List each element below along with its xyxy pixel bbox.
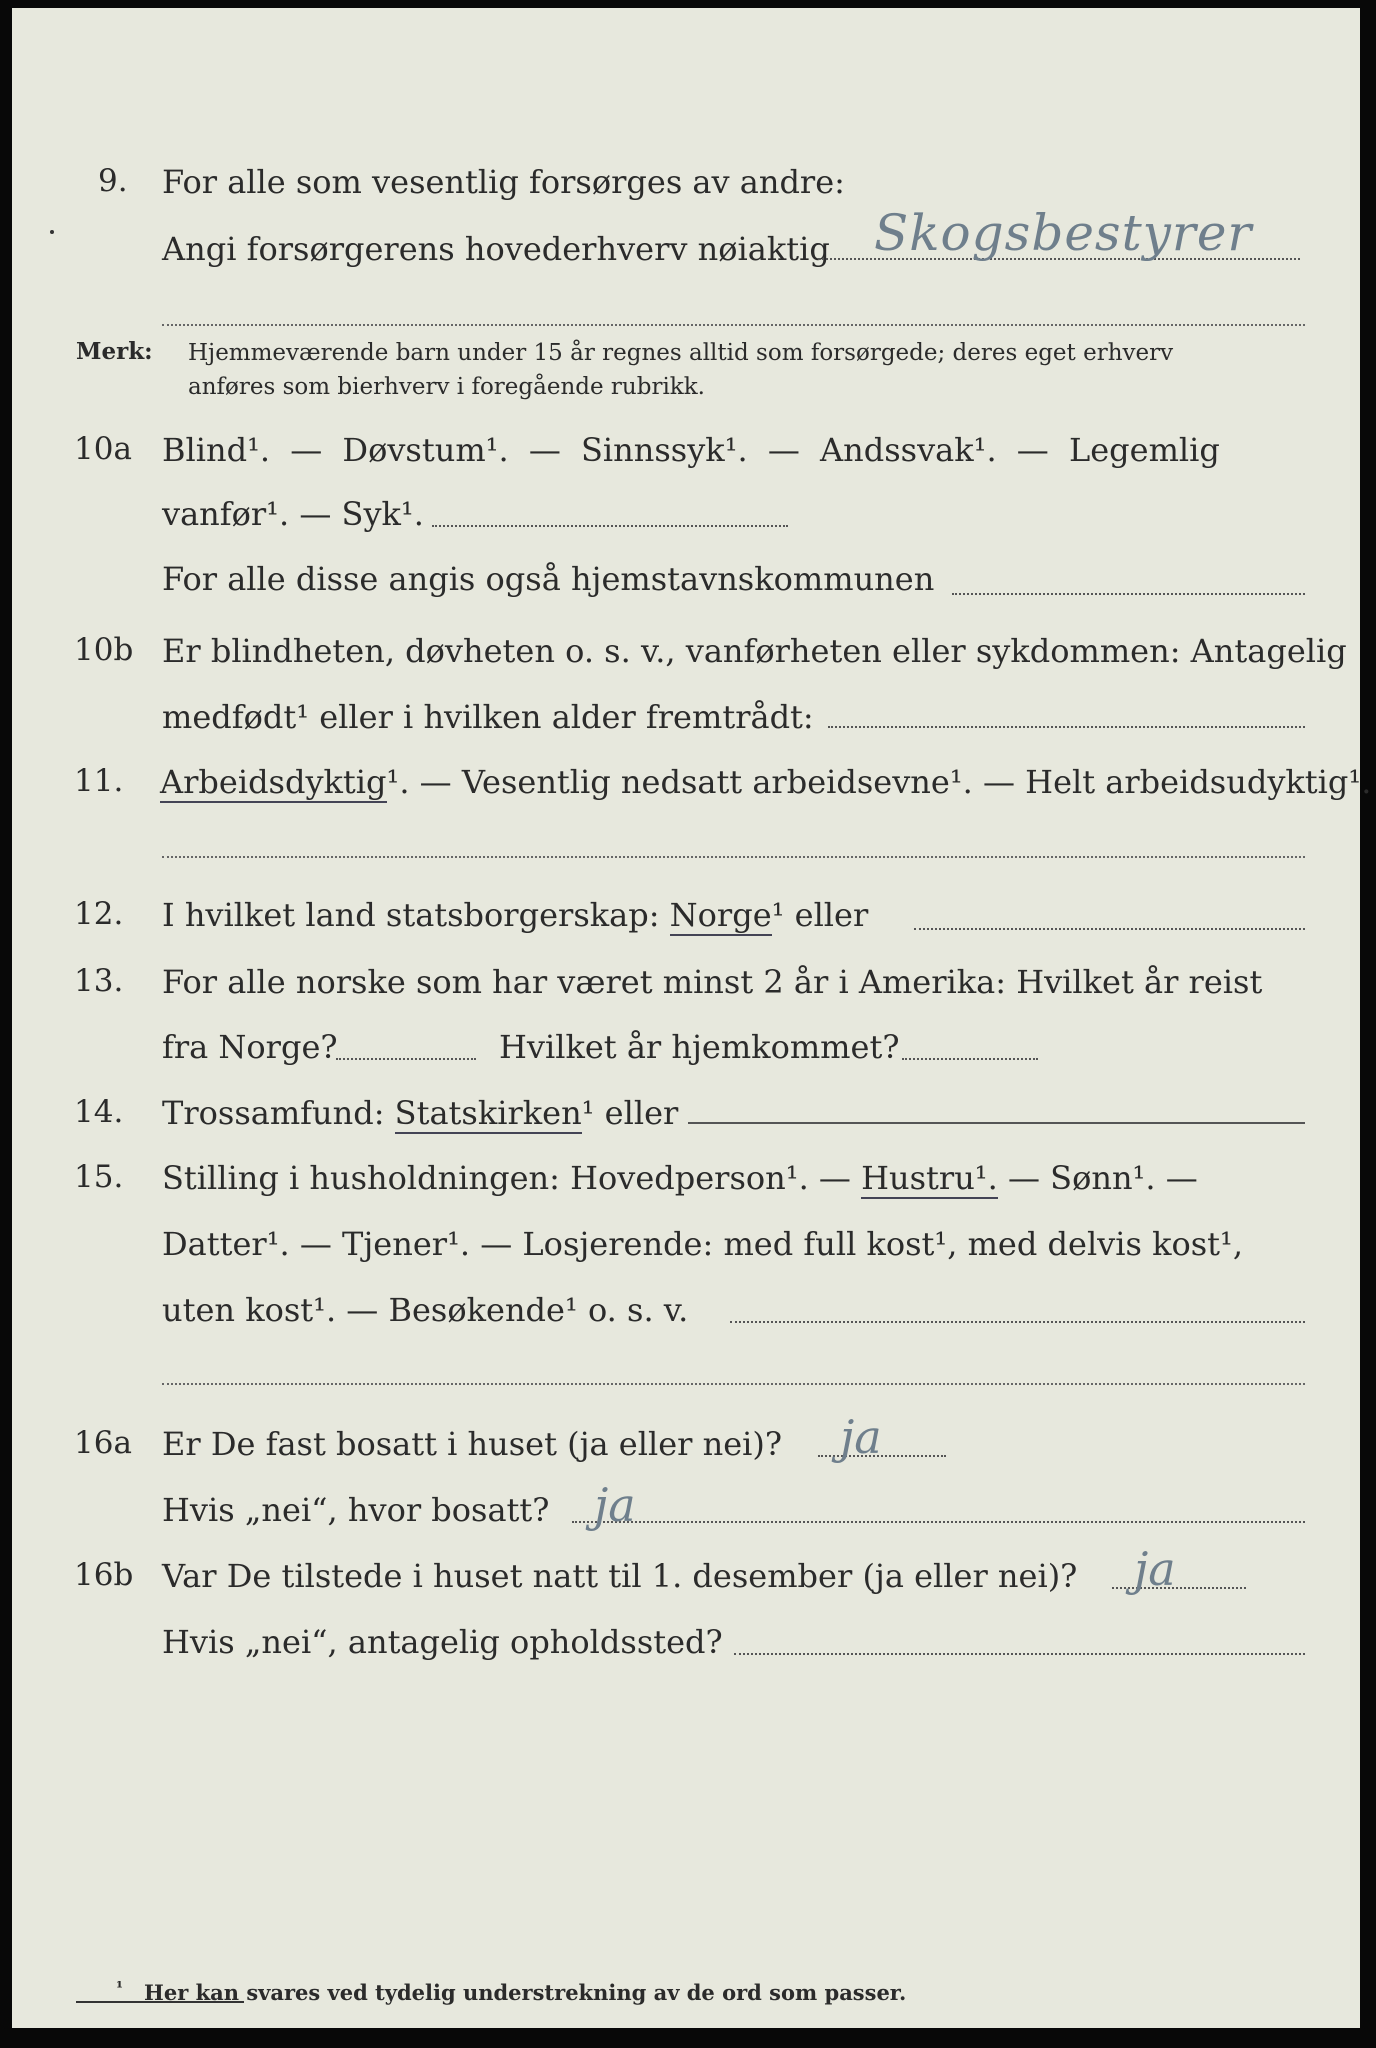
item-16a-line-1: Er De fast bosatt i huset (ja eller nei)? xyxy=(162,1425,783,1463)
footnote-text: Her kan svares ved tydelig understrekning av de ord som passer. xyxy=(144,1980,907,2005)
item-15-text-b: — Sønn¹. — xyxy=(1007,1159,1198,1197)
item-16a-number: 16a xyxy=(74,1425,132,1461)
item-16b-number: 16b xyxy=(74,1557,134,1593)
item-9-prompt: Angi forsørgerens hovederhverv nøiaktig xyxy=(162,230,830,268)
item-14-answer-line xyxy=(688,1122,1305,1124)
item-14-number: 14. xyxy=(74,1094,124,1130)
item-15-selected-option: Hustru¹. xyxy=(861,1159,998,1197)
item-16b-line-2: Hvis „nei“, antagelig opholdssted? xyxy=(162,1623,723,1661)
item-13-line-1: For alle norske som har været minst 2 år i Amerika: Hvilket år reist xyxy=(162,963,1263,1001)
item-10a-syk-line xyxy=(432,525,788,527)
item-15-line-1 xyxy=(162,1159,1198,1197)
census-form-page xyxy=(12,8,1372,2028)
item-14-line xyxy=(162,1094,678,1132)
item-10b-number: 10b xyxy=(74,632,134,668)
item-14-selected-option: Statskirken xyxy=(394,1094,582,1132)
item-15-answer-line xyxy=(730,1321,1305,1323)
item-15-number: 15. xyxy=(74,1159,124,1195)
merk-line-1: Hjemmeværende barn under 15 år regnes alltid som forsørgede; deres eget erhverv xyxy=(188,340,1174,366)
merk-line-2: anføres som bierhverv i foregående rubrikk. xyxy=(188,374,705,400)
item-10a-line-3: For alle disse angis også hjemstavnskommunen xyxy=(162,560,935,598)
item-16a-handwritten-answer-1: ja xyxy=(840,1410,882,1464)
item-16a-line-2: Hvis „nei“, hvor bosatt? xyxy=(162,1491,550,1529)
merk-label: Merk: xyxy=(76,338,153,365)
item-10a-number: 10a xyxy=(74,431,132,467)
item-9-number: 9. xyxy=(98,163,128,199)
item-16b-opholdssted-line xyxy=(734,1653,1305,1655)
item-13-number: 13. xyxy=(74,963,124,999)
item-12-question: I hvilket land statsborgerskap: xyxy=(162,896,660,934)
item-15-line-2: Datter¹. — Tjener¹. — Losjerende: med full kost¹, med delvis kost¹, xyxy=(162,1225,1244,1263)
item-16a-answer-line-2 xyxy=(572,1521,1305,1523)
item-12-answer-line xyxy=(914,928,1305,930)
footnote-mark: ¹ xyxy=(116,1978,124,1997)
item-10a-kommune-line xyxy=(952,593,1305,595)
item-11-other-options: ¹. — Vesentlig nedsatt arbeidsevne¹. — Helt arbeidsudyktig¹. xyxy=(386,763,1372,801)
item-16b-answer-line xyxy=(1112,1587,1246,1589)
item-16b-handwritten-answer: ja xyxy=(1134,1542,1176,1596)
item-14-question: Trossamfund: xyxy=(162,1094,385,1132)
item-16b-line-1: Var De tilstede i huset natt til 1. desember (ja eller nei)? xyxy=(162,1557,1078,1595)
item-9-question: For alle som vesentlig forsørges av andre: xyxy=(162,163,845,201)
item-9-handwritten-answer: Skogsbestyrer xyxy=(874,204,1253,262)
item-15-line-3: uten kost¹. — Besøkende¹ o. s. v. xyxy=(162,1291,689,1329)
item-12-or: ¹ eller xyxy=(771,896,869,934)
item-13-line-2b: Hvilket år hjemkommet? xyxy=(499,1028,900,1066)
item-15-extra-line xyxy=(162,1383,1305,1385)
item-10b-answer-line xyxy=(828,726,1305,728)
item-10b-line-1: Er blindheten, døvheten o. s. v., vanførheten eller sykdommen: Antagelig xyxy=(162,632,1347,670)
item-11-selected-option: Arbeidsdyktig xyxy=(160,763,387,801)
item-16a-answer-line-1 xyxy=(818,1455,946,1457)
item-14-or: ¹ eller xyxy=(581,1094,679,1132)
item-11-extra-line xyxy=(162,856,1305,858)
item-10b-line-2: medfødt¹ eller i hvilken alder fremtrådt: xyxy=(162,698,814,736)
item-15-text-a: Stilling i husholdningen: Hovedperson¹. — xyxy=(162,1159,851,1197)
item-16a-handwritten-answer-2: ja xyxy=(594,1478,636,1532)
item-9-extra-line xyxy=(162,324,1305,326)
item-13-hjemkommet-line xyxy=(902,1058,1038,1060)
item-13-reist-line xyxy=(336,1058,476,1060)
paper-speck xyxy=(50,230,54,234)
item-10a-line-2: vanfør¹. — Syk¹. xyxy=(162,495,424,533)
item-12-number: 12. xyxy=(74,896,124,932)
item-13-line-2a: fra Norge? xyxy=(162,1028,338,1066)
item-12-line xyxy=(162,896,868,934)
item-12-selected-option: Norge xyxy=(669,896,772,934)
item-10a-line-1: Blind¹. — Døvstum¹. — Sinnssyk¹. — Andssvak¹. — Legemlig xyxy=(162,431,1220,469)
item-11-options xyxy=(160,763,1371,801)
item-11-number: 11. xyxy=(74,763,124,799)
